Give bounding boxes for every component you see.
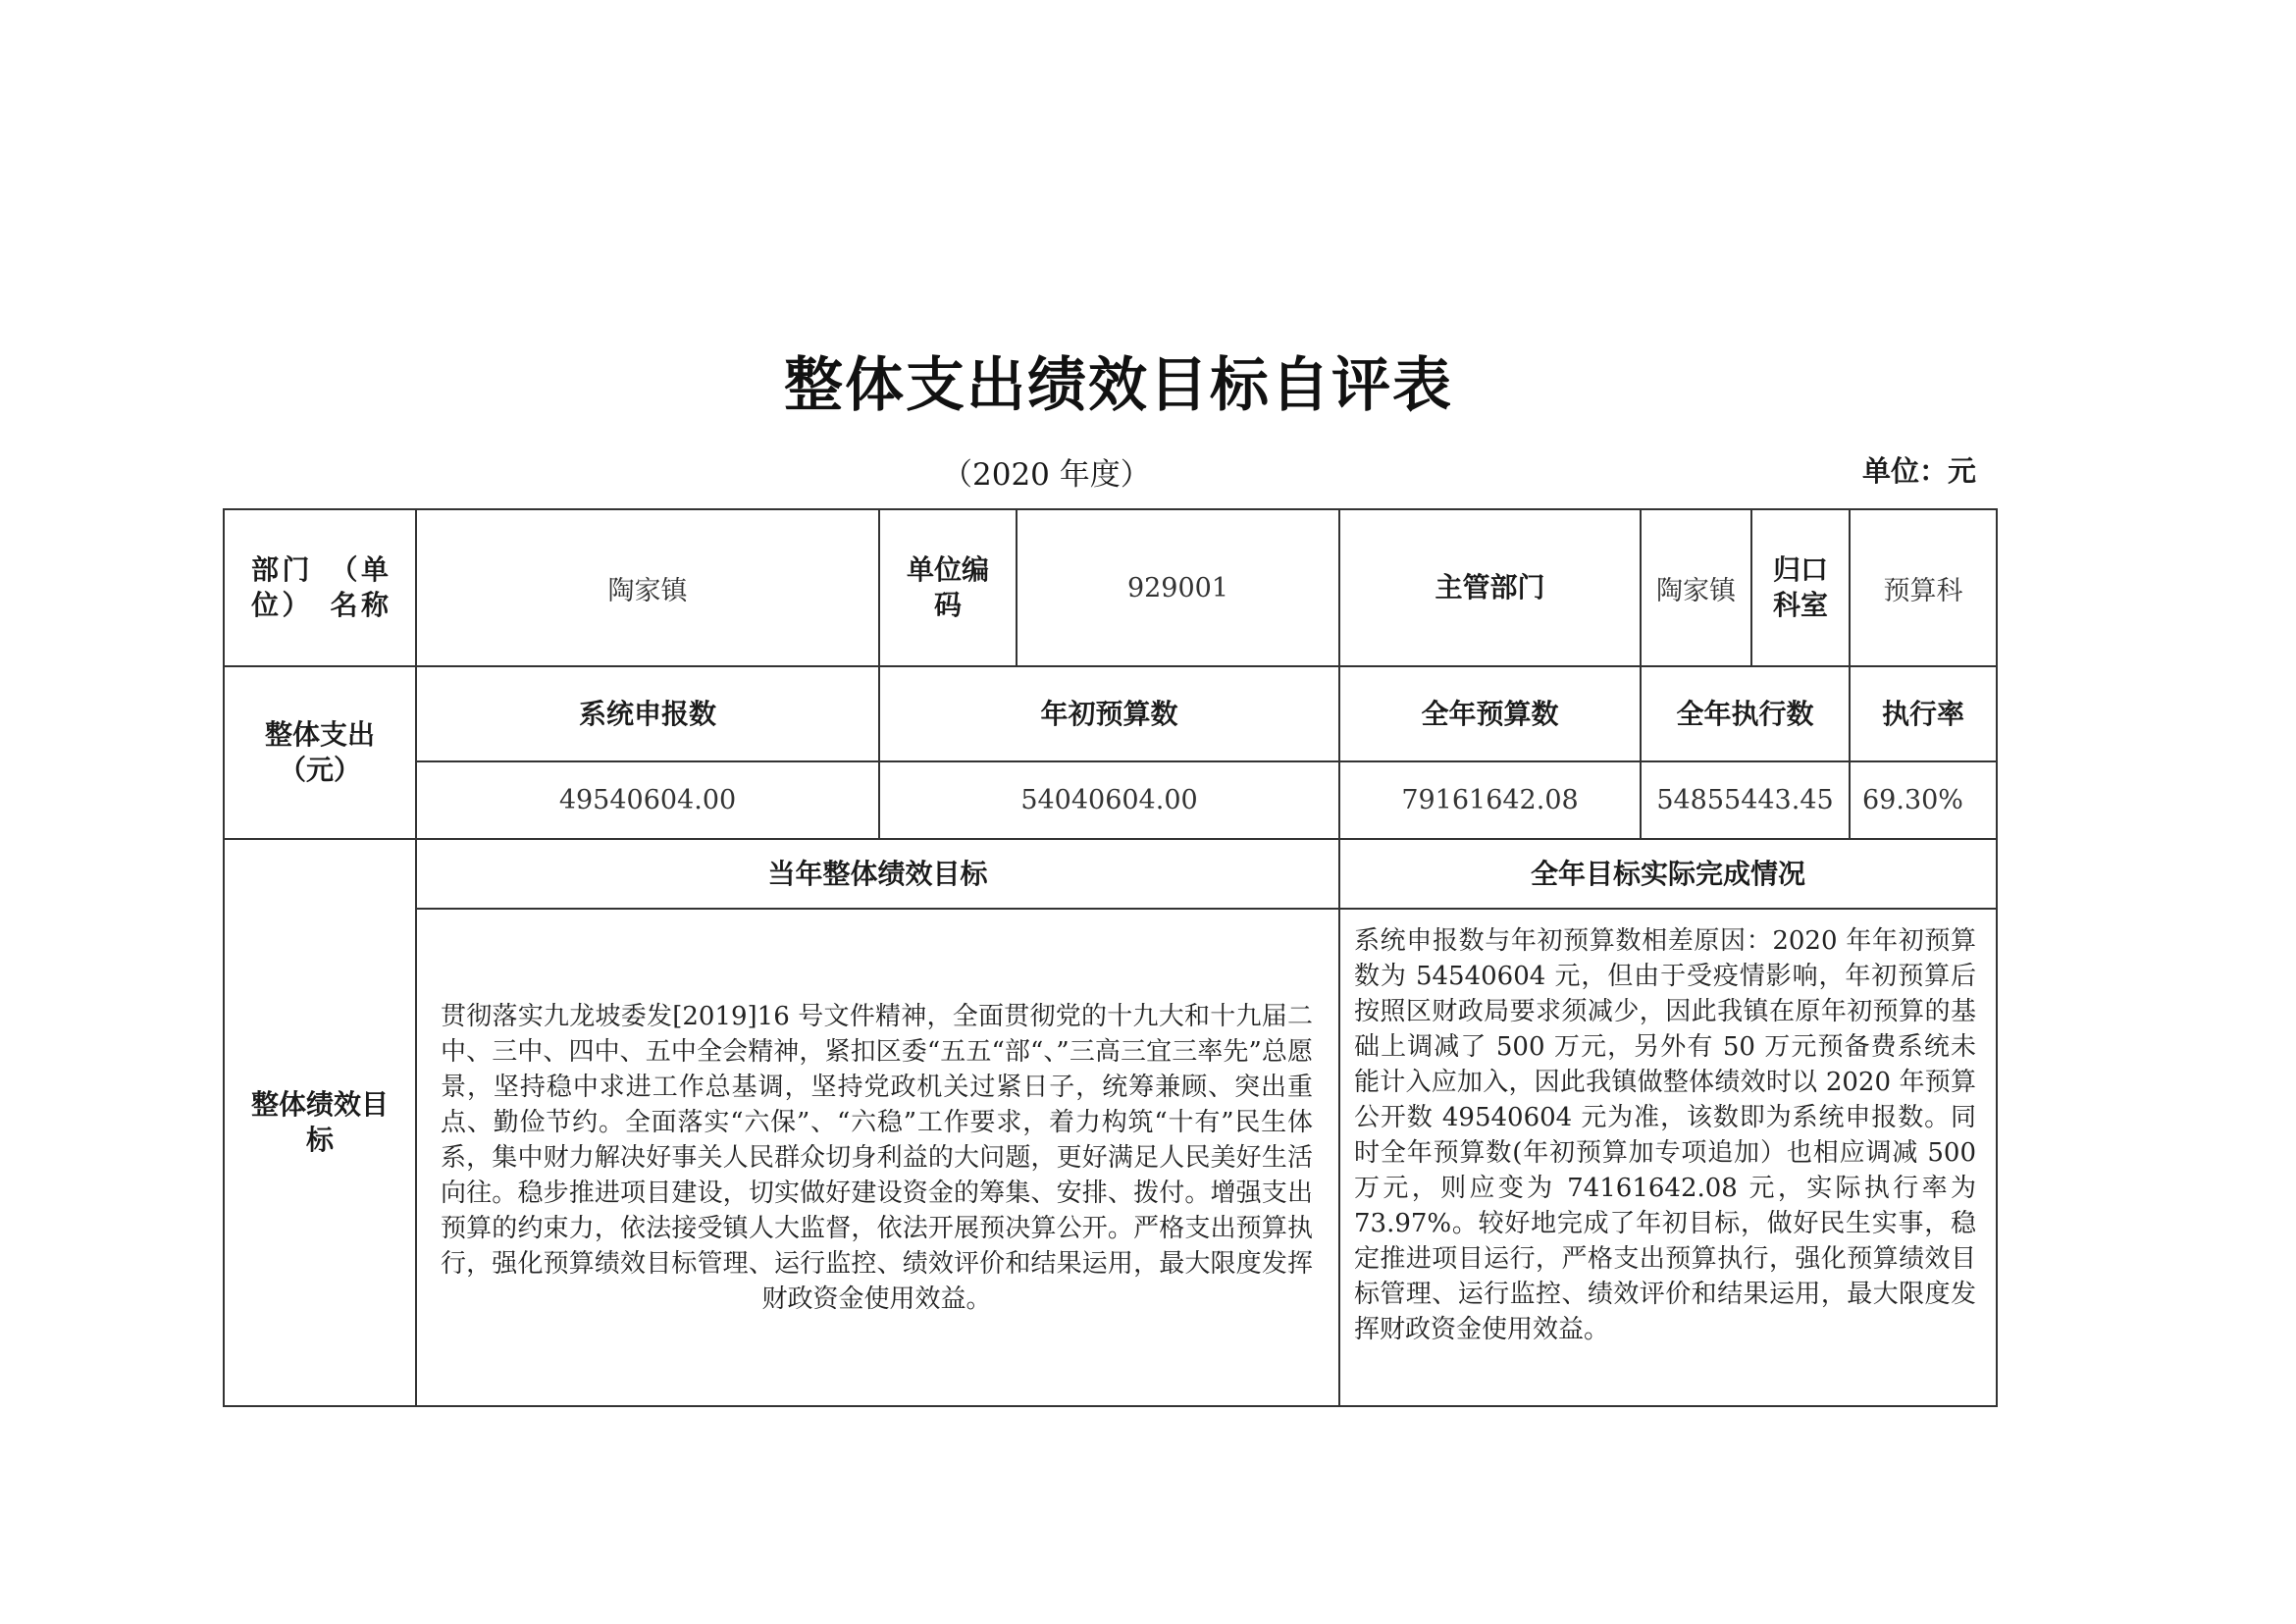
annual-budget-value: 79161642.08 — [1339, 761, 1641, 839]
performance-header-row — [224, 839, 1997, 909]
initial-budget-header: 年初预算数 — [879, 666, 1339, 761]
unit-code-value: 929001 — [1017, 509, 1339, 666]
expenditure-header-row — [224, 666, 1997, 761]
execution-rate-header: 执行率 — [1850, 666, 1997, 761]
supervisor-dept-label: 主管部门 — [1339, 509, 1641, 666]
fiscal-year: （2020 年度） — [942, 457, 1151, 493]
annual-goal-header: 当年整体绩效目标 — [416, 839, 1339, 909]
department-name-label: 部门 （单 位） 名称 — [224, 509, 416, 666]
annual-budget-header: 全年预算数 — [1339, 666, 1641, 761]
overall-performance-label: 整体绩效目 标 — [224, 839, 416, 1406]
responsible-office-label: 归口 科室 — [1751, 509, 1850, 666]
total-expenditure-label: 整体支出 （元） — [224, 666, 416, 839]
annual-goal-text: 贯彻落实九龙坡委发[2019]16 号文件精神，全面贯彻党的十九大和十九届二中、三中、四中、五中全会精神，紧扣区委“五五“部“、”三高三宜三率先”总愿景，坚持稳中求进工作总基调，坚持党政机关过紧日子，统筹兼顾、突出重点、勤俭节约。全面落实“六保”、“六稳”工作要求，着力构筑“十有”民生体系，集中财力解决好事关人民群众切身利益的大问题，更好满足人民美好生活向往。稳步推进项目建设，切实做好建设资金的筹集、安排、拨付。增强支出预算的约束力，依法接受镇人大监督，依法开展预决算公开。严格支出预算执行，强化预算绩效目标管理、运行监控、绩效评价和结果运用，最大限度发挥财政资金使用效益。 — [416, 909, 1339, 1406]
unit-code-label: 单位编 码 — [879, 509, 1017, 666]
actual-completion-text: 系统申报数与年初预算数相差原因：2020 年年初预算数为 54540604 元，但由于受疫情影响，年初预算后按照区财政局要求须减少，因此我镇在原年初预算的基础上调减了 500 万元，另外有 50 万元预备费系统未能计入应加入，因此我镇做整体绩效时以 2020 年预算公开数 49540604 元为准，该数即为系统申报数。同时全年预算数(年初预算加专项追加）也相应调减 500 万元，则应变为 74161642.08 元，实际执行率为 73.97%。较好地完成了年初目标，做好民生实事，稳定推进项目运行，严格支出预算执行，强化预算绩效目标管理、运行监控、绩效评价和结果运用，最大限度发挥财政资金使用效益。 — [1339, 909, 1997, 1406]
expenditure-value-row — [224, 761, 1997, 839]
department-name-value: 陶家镇 — [416, 509, 879, 666]
self-evaluation-table — [223, 508, 1998, 1407]
system-declared-header: 系统申报数 — [416, 666, 879, 761]
actual-completion-header: 全年目标实际完成情况 — [1339, 839, 1997, 909]
annual-execution-value: 54855443.45 — [1641, 761, 1850, 839]
performance-content-row — [224, 909, 1997, 1406]
page-title: 整体支出绩效目标自评表 — [784, 351, 1453, 420]
execution-rate-value: 69.30% — [1850, 761, 1997, 839]
annual-execution-header: 全年执行数 — [1641, 666, 1850, 761]
system-declared-value: 49540604.00 — [416, 761, 879, 839]
initial-budget-value: 54040604.00 — [879, 761, 1339, 839]
currency-unit: 单位：元 — [1862, 454, 1977, 488]
responsible-office-value: 预算科 — [1850, 509, 1997, 666]
supervisor-dept-value: 陶家镇 — [1641, 509, 1751, 666]
department-info-row — [224, 509, 1997, 666]
